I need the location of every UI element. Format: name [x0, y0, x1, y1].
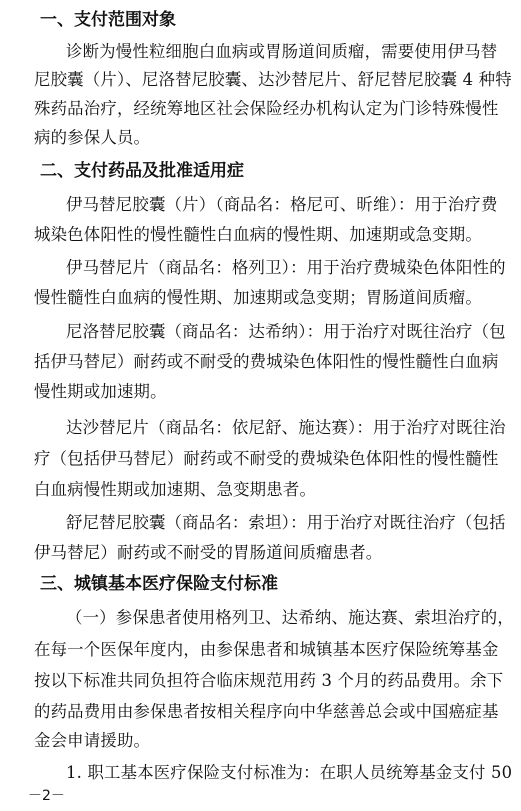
text-line: 尼胶囊（片）、尼洛替尼胶囊、达沙替尼片、舒尼替尼胶囊 4 种特 [34, 70, 512, 89]
text-line: 病的参保人员。 [34, 128, 151, 147]
text-line: 舒尼替尼胶囊（商品名：索坦）：用于治疗对既往治疗（包括 [66, 513, 506, 532]
section-heading-3: 三、城镇基本医疗保险支付标准 [40, 574, 278, 594]
text-line: 殊药品治疗，经统筹地区社会保险经办机构认定为门诊特殊慢性 [34, 99, 499, 118]
text-line: 1. 职工基本医疗保险支付标准为：在职人员统筹基金支付 50 [66, 763, 513, 782]
text-line: 伊马替尼片（商品名：格列卫）：用于治疗费城染色体阳性的 [66, 258, 506, 277]
text-line: 金会申请援助。 [34, 731, 151, 750]
page-number: －2－ [28, 788, 65, 804]
text-line: 城染色体阳性的慢性髓性白血病的慢性期、加速期或急变期。 [34, 225, 482, 244]
section-heading-1: 一、支付范围对象 [40, 10, 176, 30]
text-line: 按以下标准共同负担符合临床规范用药 3 个月的药品费用。余下 [34, 671, 504, 690]
text-line: 慢性髓性白血病的慢性期、加速期或急变期；胃肠道间质瘤。 [34, 288, 482, 307]
text-line: 白血病慢性期或加速期、急变期患者。 [34, 480, 317, 499]
text-line: 伊马替尼胶囊（片）（商品名：格尼可、昕维）：用于治疗费 [66, 195, 498, 214]
text-line: 伊马替尼）耐药或不耐受的胃肠道间质瘤患者。 [34, 543, 383, 562]
text-line: 诊断为慢性粒细胞白血病或胃肠道间质瘤，需要使用伊马替 [66, 42, 498, 61]
text-line: （一）参保患者使用格列卫、达希纳、施达赛、索坦治疗的， [66, 608, 514, 627]
text-line: 慢性期或加速期。 [34, 382, 167, 401]
text-line: 达沙替尼片（商品名：依尼舒、施达赛）：用于治疗对既往治 [66, 418, 506, 437]
text-line: 尼洛替尼胶囊（商品名：达希纳）：用于治疗对既往治疗（包 [66, 322, 506, 341]
text-line: 疗（包括伊马替尼）耐药或不耐受的费城染色体阳性的慢性髓性 [34, 449, 499, 468]
text-line: 括伊马替尼）耐药或不耐受的费城染色体阳性的慢性髓性白血病 [34, 352, 499, 371]
text-line: 在每一个医保年度内，由参保患者和城镇基本医疗保险统筹基金 [34, 640, 499, 659]
text-line: 的药品费用由参保患者按相关程序向中华慈善总会或中国癌症基 [34, 702, 499, 721]
section-heading-2: 二、支付药品及批准适用症 [40, 161, 244, 181]
